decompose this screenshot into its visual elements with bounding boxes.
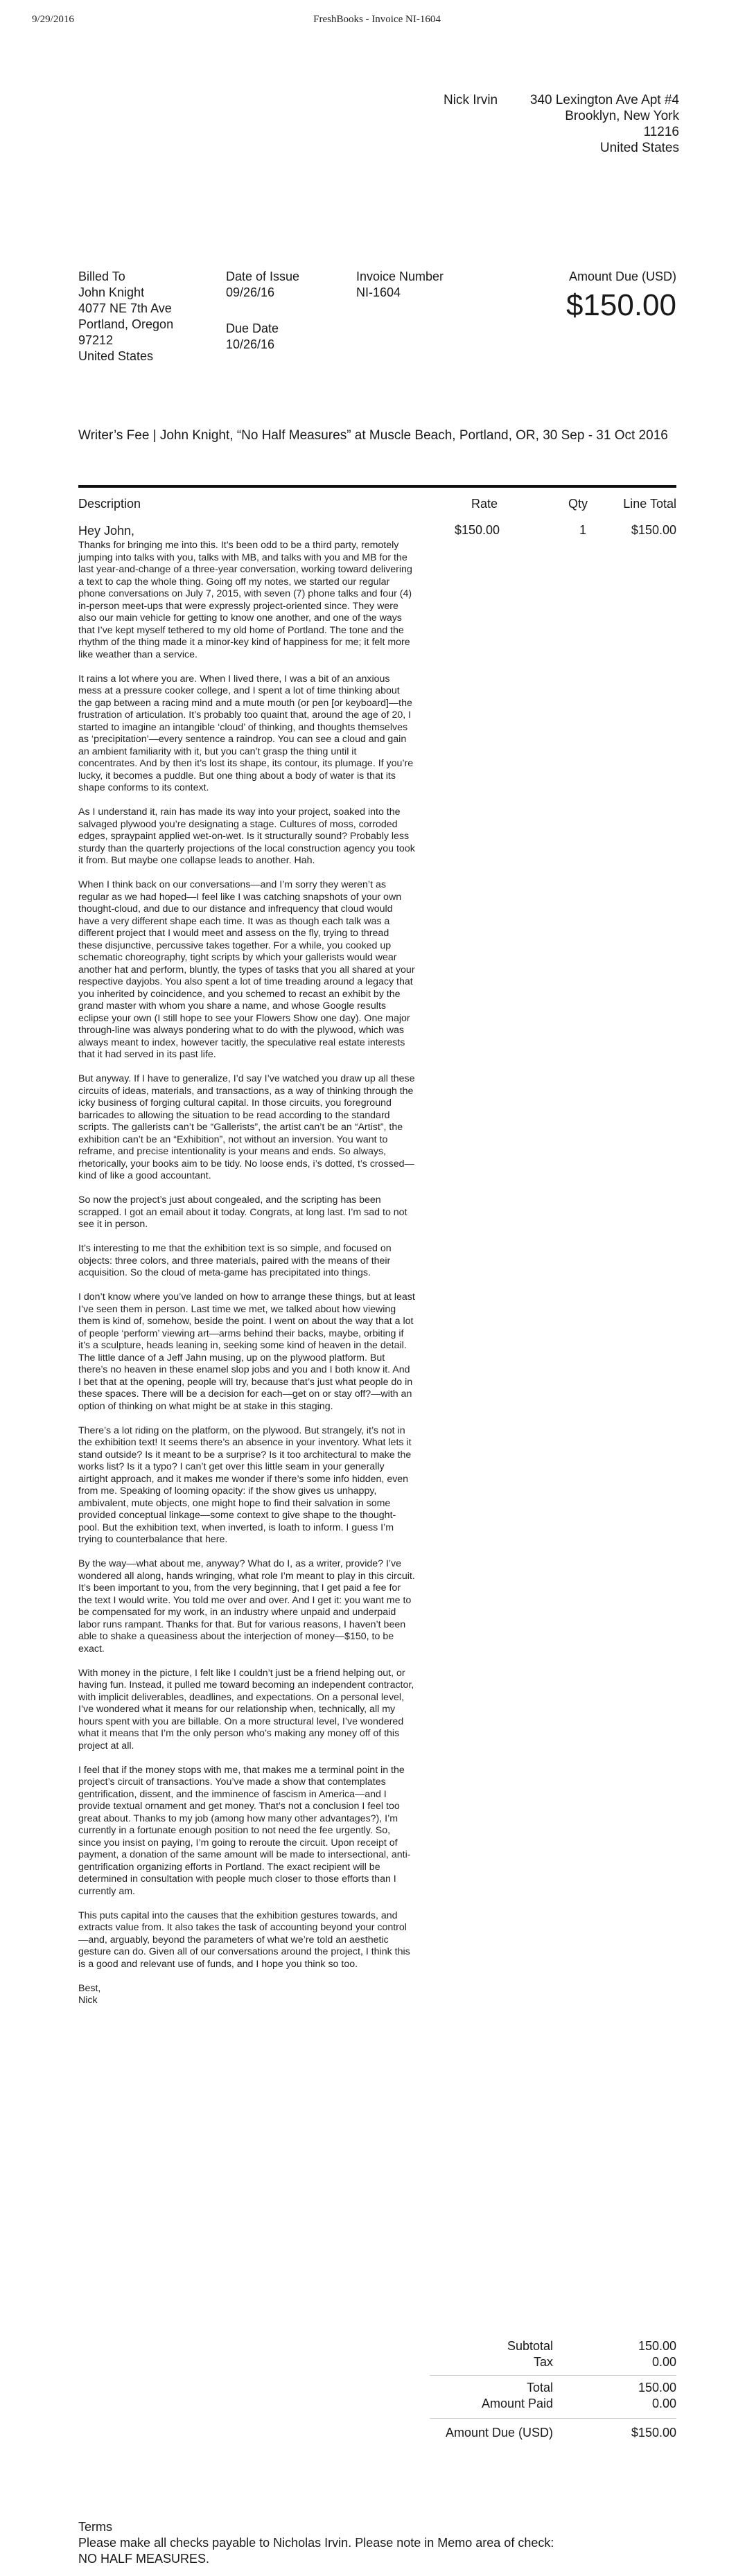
print-title: FreshBooks - Invoice NI-1604 — [313, 14, 441, 25]
letter-paragraph: I don’t know where you’ve landed on how to arrange these things, but at least I’ve seen them in person. Last time we met, we talked about how viewing them is kind of, somehow, beside the point. I went on about the way that a lot of people ‘perform’ viewing art—arms behind their backs, maybe, orbiting if it’s a sculpture, heads leaning in, seeking some kind of heaven in the detail. The little dance of a Jeff Jahn musing, up on the plywood platform. But there’s no heaven in these enamel slop jobs and you and I both know it. And I bet that at the opening, people will try, because that’s just what people do in these spaces. There will be a decision for each—get on or stay off?—with an option of thinking on what might be at stake in this staging. — [78, 1291, 415, 1412]
amount-due-header — [566, 269, 676, 324]
terms — [78, 2519, 681, 2567]
print-header — [0, 14, 754, 35]
billed-to-label: Billed To — [78, 270, 125, 283]
billed-to-line: 4077 NE 7th Ave — [78, 301, 172, 315]
date-of-issue-label: Date of Issue — [226, 270, 300, 283]
sender-address-line: 11216 — [643, 125, 679, 139]
terms-text: Please make all checks payable to Nicholas Irvin. Please note in Memo area of check: — [78, 2536, 554, 2550]
invoice-number — [356, 269, 444, 301]
total-value: 150.00 — [638, 2381, 676, 2394]
amount-due-label: Amount Due (USD) — [568, 270, 676, 283]
sender-address — [520, 92, 679, 156]
letter-paragraph: When I think back on our conversations—and I’m sorry they weren’t as regular as we had hoped—I feel like I was catching snapshots of your own thought-cloud, and due to our distance and infrequency that cloud would have a very different shape each time. It was as though each talk was a different project that I would meet and assess on the fly, trying to thread these disjunctive, percussive takes together. For a while, you cooked up schematic choreography, tight scripts by which your gallerists would wear another hat and perform, bluntly, the types of tasks that you all shared at your respective dayjobs. You also spent a lot of time treading around a legacy that you inherited by coincidence, and you schemed to recast an exhibit by the grand master with whom you share a name, and whose Google results eclipse your own (I still hope to see your Flowers Show one day). One major through-line was always pondering what to do with the plywood, which was always meant to index, however tacitly, the speculative real estate interests that it had served in its past life. — [78, 879, 415, 1060]
letter-body — [78, 523, 415, 2007]
line-item-qty: 1 — [579, 523, 587, 537]
letter-signature: Nick — [78, 1995, 98, 2006]
letter-paragraph: But anyway. If I have to generalize, I’d say I’ve watched you draw up all these circuits of ideas, materials, and transactions, as a way of thinking through the icky business of forging cultural capital. In those circuits, you foreground barricades to allowing the situation to be read according to the standard scripts. The gallerists can’t be “Gallerists”, the artist can’t be an “Artist”, the exhibition can’t be an “Exhibition”, not without an inversion. You want to reframe, and precise intentionality is your means and ends. So always, rhetorically, your books aim to be tidy. No loose ends, i’s dotted, t’s crossed—kind of like a good accountant. — [78, 1073, 415, 1181]
letter-paragraph: By the way—what about me, anyway? What do I, as a writer, provide? I’ve wondered all along, hands wringing, what role I’m meant to play in this circuit. It’s been important to you, from the very beginning, that I get paid a fee for the text I would write. You told me over and over. And I get it: you want me to be compensated for my work, in an industry where unpaid and underpaid labor runs rampant. Thanks for that. But for various reasons, I haven’t been able to shake a queasiness about the interjection of money—$150, to be exact. — [78, 1558, 415, 1655]
amount-due-total-label: Amount Due (USD) — [445, 2426, 553, 2440]
line-item-rate: $150.00 — [455, 523, 500, 537]
letter-paragraph: It’s interesting to me that the exhibition text is so simple, and focused on objects: three colors, and three materials, paired with the means of their acquisition. So the cloud of meta-game has precipitated into things. — [78, 1243, 392, 1278]
letter-paragraph: As I understand it, rain has made its way into your project, soaked into the salvaged plywood you’re designating a stage. Cultures of moss, corroded edges, spraypaint applied wet-on-wet. Is it structurally sound? Probably less sturdy than the quarterly projections of the local construction agency you took it from. But maybe one collapse leads to another. Hah. — [78, 806, 415, 866]
letter-paragraph: There’s a lot riding on the platform, on the plywood. But strangely, it’s not in the exhibition text! It seems there’s an absence in your inventory. What lets it stand outside? Is it meant to be a surprise? Is it too architectural to make the works list? Is it a typo? I can’t get over this little seam in your generally airtight approach, and it makes me wonder if there’s some info hidden, even from me. Speaking of looming opacity: if the show gives us unhappy, ambivalent, mute objects, one might hope to find their salvation in some provided conceptual linkage—some context to give shape to the thought-pool. But the exhibition text, when inverted, is loath to inform. I guess I’m trying to counterbalance that here. — [78, 1424, 412, 1545]
invoice-number-value: NI-1604 — [356, 285, 401, 299]
invoice-number-label: Invoice Number — [356, 270, 444, 283]
print-date: 9/29/2016 — [32, 14, 74, 25]
letter-paragraph: It rains a lot where you are. When I lived there, I was a bit of an anxious mess at a pressure cooker college, and I spent a lot of time thinking about the gap between a racing mind and a mute mouth (or pen [or keyboard]—the frustration of articulation. It’s probably too quaint that, around the age of 20, I started to imagine an intangible ‘cloud’ of thinking, and thoughts themselves as ‘precipitation’—every sentence a raindrop. You can see a cloud and gain an ambient familiarity with it, but you can’t grasp the thing until it concentrates. And by then it’s lost its shape, its contour, its plumage. If you’re lucky, it becomes a puddle. But one thing about a body of water is that its shape conforms to its context. — [78, 673, 414, 793]
billed-to-line: John Knight — [78, 285, 145, 299]
letter-paragraph: This puts capital into the causes that the exhibition gestures towards, and extracts value from. It also takes the task of accounting beyond your control—and, arguably, beyond the parameters of what we’re told an aesthetic gesture can do. Given all of our conversations around the project, I think this is a good and relevant use of funds, and I hope you think so too. — [78, 1909, 410, 1970]
terms-label: Terms — [78, 2520, 112, 2534]
letter-signoff: Best, — [78, 1982, 101, 1994]
column-line-total: Line Total — [623, 497, 676, 511]
amount-due-value: $150.00 — [566, 288, 676, 322]
column-rate: Rate — [471, 497, 498, 511]
tax-value: 0.00 — [651, 2355, 676, 2369]
due-date-value: 10/26/16 — [226, 337, 275, 351]
letter-paragraph: With money in the picture, I felt like I couldn’t just be a friend helping out, or having fun. Instead, it pulled me toward becoming an independent contractor, with implicit deliverables, deadlines, and expectations. On a personal level, I’ve wondered what it means for our relationship when, technically, all my hours spent with you are billable. On a more structural level, I’ve wondered what it means that I’m the only person who’s making any money off of this project at all. — [78, 1667, 414, 1752]
amount-due-total-value: $150.00 — [631, 2426, 676, 2440]
date-of-issue — [226, 269, 299, 301]
sender-address-line: United States — [599, 141, 679, 155]
sender-address-line: Brooklyn, New York — [565, 109, 679, 123]
tax-label: Tax — [533, 2355, 553, 2369]
billed-to-line: Portland, Oregon — [78, 317, 174, 331]
letter-paragraph: I feel that if the money stops with me, that makes me a terminal point in the project’s circuit of transactions. You’ve made a show that contemplates gentrification, dissent, and the imminence of fascism in America—and I provide textual ornament and get money. That’s not a conclusion I feel too great about. Thanks to my job (among how many other advantages?), I’m currently in a fortunate enough position to not need the fee urgently. So, since you insist on paying, I’m going to reroute the circuit. Upon receipt of payment, a donation of the same amount will be made to intersectional, anti-gentrification organizing efforts in Portland. The exact recipient will be determined in consultation with people much closer to those efforts than I currently am. — [78, 1764, 411, 1897]
sender-address-line: 340 Lexington Ave Apt #4 — [529, 93, 679, 107]
billed-to-line: United States — [78, 349, 154, 363]
letter-paragraph: Thanks for bringing me into this. It’s been odd to be a third party, remotely jumping into talks with you, talks with MB, and talks with you and MB for the last year-and-change of a three-year conversation, working toward delivering a text to cap the whole thing. Going off my notes, we started our regular phone conversations on July 7, 2015, with seven (7) phone talks and four (4) in-person meet-ups that were expressly project-oriented since. They were also our main vehicle for getting to know one another, and one of the ways that I’ve kept myself tethered to my old home of Portland. The tone and the rhythm of the thing made it a minor-key kind of happiness for me; it felt more like weather than a service. — [78, 540, 412, 660]
sender-name: Nick Irvin — [444, 93, 498, 107]
billed-to-line: 97212 — [78, 333, 114, 347]
due-date-label: Due Date — [226, 321, 279, 335]
table-rule — [78, 485, 676, 488]
amount-paid-value: 0.00 — [651, 2397, 676, 2410]
terms-text-memo: NO HALF MEASURES. — [78, 2552, 210, 2566]
column-description: Description — [78, 497, 141, 511]
subtotal-label: Subtotal — [507, 2339, 553, 2353]
billed-to — [78, 269, 173, 364]
amount-paid-label: Amount Paid — [481, 2397, 553, 2410]
totals-divider — [430, 2375, 676, 2376]
letter-paragraph: So now the project’s just about congealed, and the scripting has been scrapped. I got an email about it today. Congrats, at long last. I’m sad to not see it in person. — [78, 1194, 407, 1230]
subtotal-value: 150.00 — [638, 2339, 676, 2353]
letter-greeting: Hey John, — [78, 524, 135, 538]
line-item-total: $150.00 — [631, 523, 676, 537]
total-label: Total — [526, 2381, 553, 2394]
due-date — [226, 321, 279, 353]
fee-description: Writer’s Fee | John Knight, “No Half Measures” at Muscle Beach, Portland, OR, 30 Sep - 31 Oct 2016 — [78, 428, 668, 443]
date-of-issue-value: 09/26/16 — [226, 285, 275, 299]
column-qty: Qty — [568, 497, 588, 511]
totals-divider — [430, 2418, 676, 2419]
